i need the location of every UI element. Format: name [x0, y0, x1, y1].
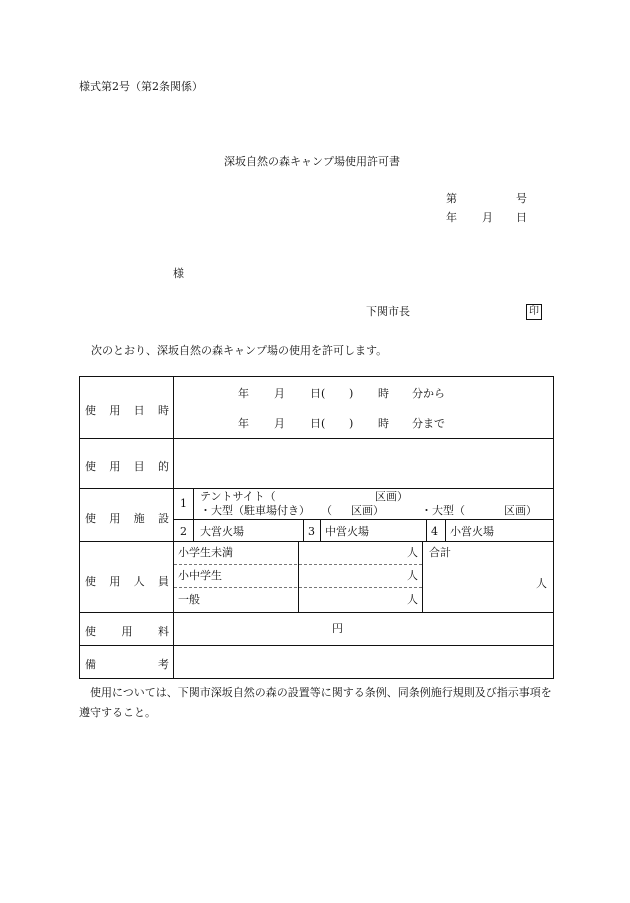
label-people: 使 用 人 員	[85, 575, 169, 588]
label-date-time: 使 用 日 時	[85, 404, 169, 417]
fire-large: 大営火場	[200, 525, 244, 538]
doc-number-dai: 第	[446, 192, 457, 205]
doc-number-go: 号	[516, 192, 527, 205]
document-title: 深坂自然の森キャンプ場使用許可書	[224, 155, 400, 168]
people-divider	[422, 541, 423, 612]
facility-divider	[445, 519, 446, 541]
form-id: 様式第2号（第2条関係）	[79, 80, 203, 93]
footnote: 使用については、下関市深坂自然の森の設置等に関する条例、同条例施行規則及び指示事項を遵守すること。	[79, 686, 552, 719]
row-line	[80, 541, 553, 542]
people-dashed-line	[174, 587, 422, 588]
to-day: 日(	[310, 417, 326, 430]
row-line	[80, 612, 553, 613]
people-students: 小中学生	[178, 569, 222, 582]
from-month: 月	[274, 387, 285, 400]
label-facility: 使 用 施 設	[85, 512, 169, 525]
facility-divider	[303, 519, 304, 541]
facility-number-1: 1	[180, 497, 187, 510]
tent-site-label: テントサイト（	[200, 490, 276, 503]
large-unit: 区画）	[504, 504, 537, 517]
to-year: 年	[238, 417, 249, 430]
date-month: 月	[482, 211, 493, 224]
facility-num-divider	[193, 488, 194, 541]
people-divider	[298, 541, 299, 612]
to-minute: 分まで	[412, 417, 445, 430]
row-line	[80, 645, 553, 646]
people-unit: 人	[407, 593, 418, 606]
large-label: ・大型（	[421, 504, 465, 517]
people-total-unit: 人	[536, 577, 547, 590]
addressee-sama: 様	[173, 267, 184, 280]
people-unit: 人	[407, 546, 418, 559]
facility-divider	[426, 519, 427, 541]
row-line	[80, 488, 553, 489]
label-fee: 使 用 料	[85, 625, 169, 638]
from-minute: 分から	[412, 387, 445, 400]
fee-yen: 円	[332, 622, 343, 635]
date-day: 日	[516, 211, 527, 224]
facility-number-4: 4	[431, 525, 438, 538]
row-line	[80, 438, 553, 439]
from-year: 年	[238, 387, 249, 400]
issuer: 下関市長	[366, 305, 410, 318]
parking-paren-open: （	[321, 504, 332, 517]
label-purpose: 使 用 目 的	[85, 460, 169, 473]
people-total-label: 合計	[429, 546, 451, 559]
to-hour: 時	[378, 417, 389, 430]
large-parking-unit: 区画）	[351, 504, 384, 517]
fire-mid: 中営火場	[325, 525, 369, 538]
large-parking-label: ・大型（駐車場付き）	[200, 504, 310, 517]
people-under-elementary: 小学生未満	[178, 546, 233, 559]
to-paren: )	[349, 417, 354, 430]
people-dashed-line	[174, 564, 422, 565]
people-general: 一般	[178, 593, 200, 606]
fire-small: 小営火場	[450, 525, 494, 538]
from-hour: 時	[378, 387, 389, 400]
facility-number-2: 2	[180, 525, 187, 538]
to-month: 月	[274, 417, 285, 430]
date-year: 年	[446, 211, 457, 224]
facility-subrow-line	[174, 519, 553, 520]
seal-mark: 印	[526, 304, 542, 320]
people-unit: 人	[407, 569, 418, 582]
from-paren: )	[349, 387, 354, 400]
tent-site-unit: 区画）	[375, 490, 408, 503]
label-remarks: 備 考	[85, 658, 169, 671]
facility-divider	[320, 519, 321, 541]
permit-table	[79, 376, 554, 679]
from-day: 日(	[310, 387, 326, 400]
facility-number-3: 3	[308, 525, 315, 538]
intro-text: 次のとおり、深坂自然の森キャンプ場の使用を許可します。	[91, 344, 388, 357]
